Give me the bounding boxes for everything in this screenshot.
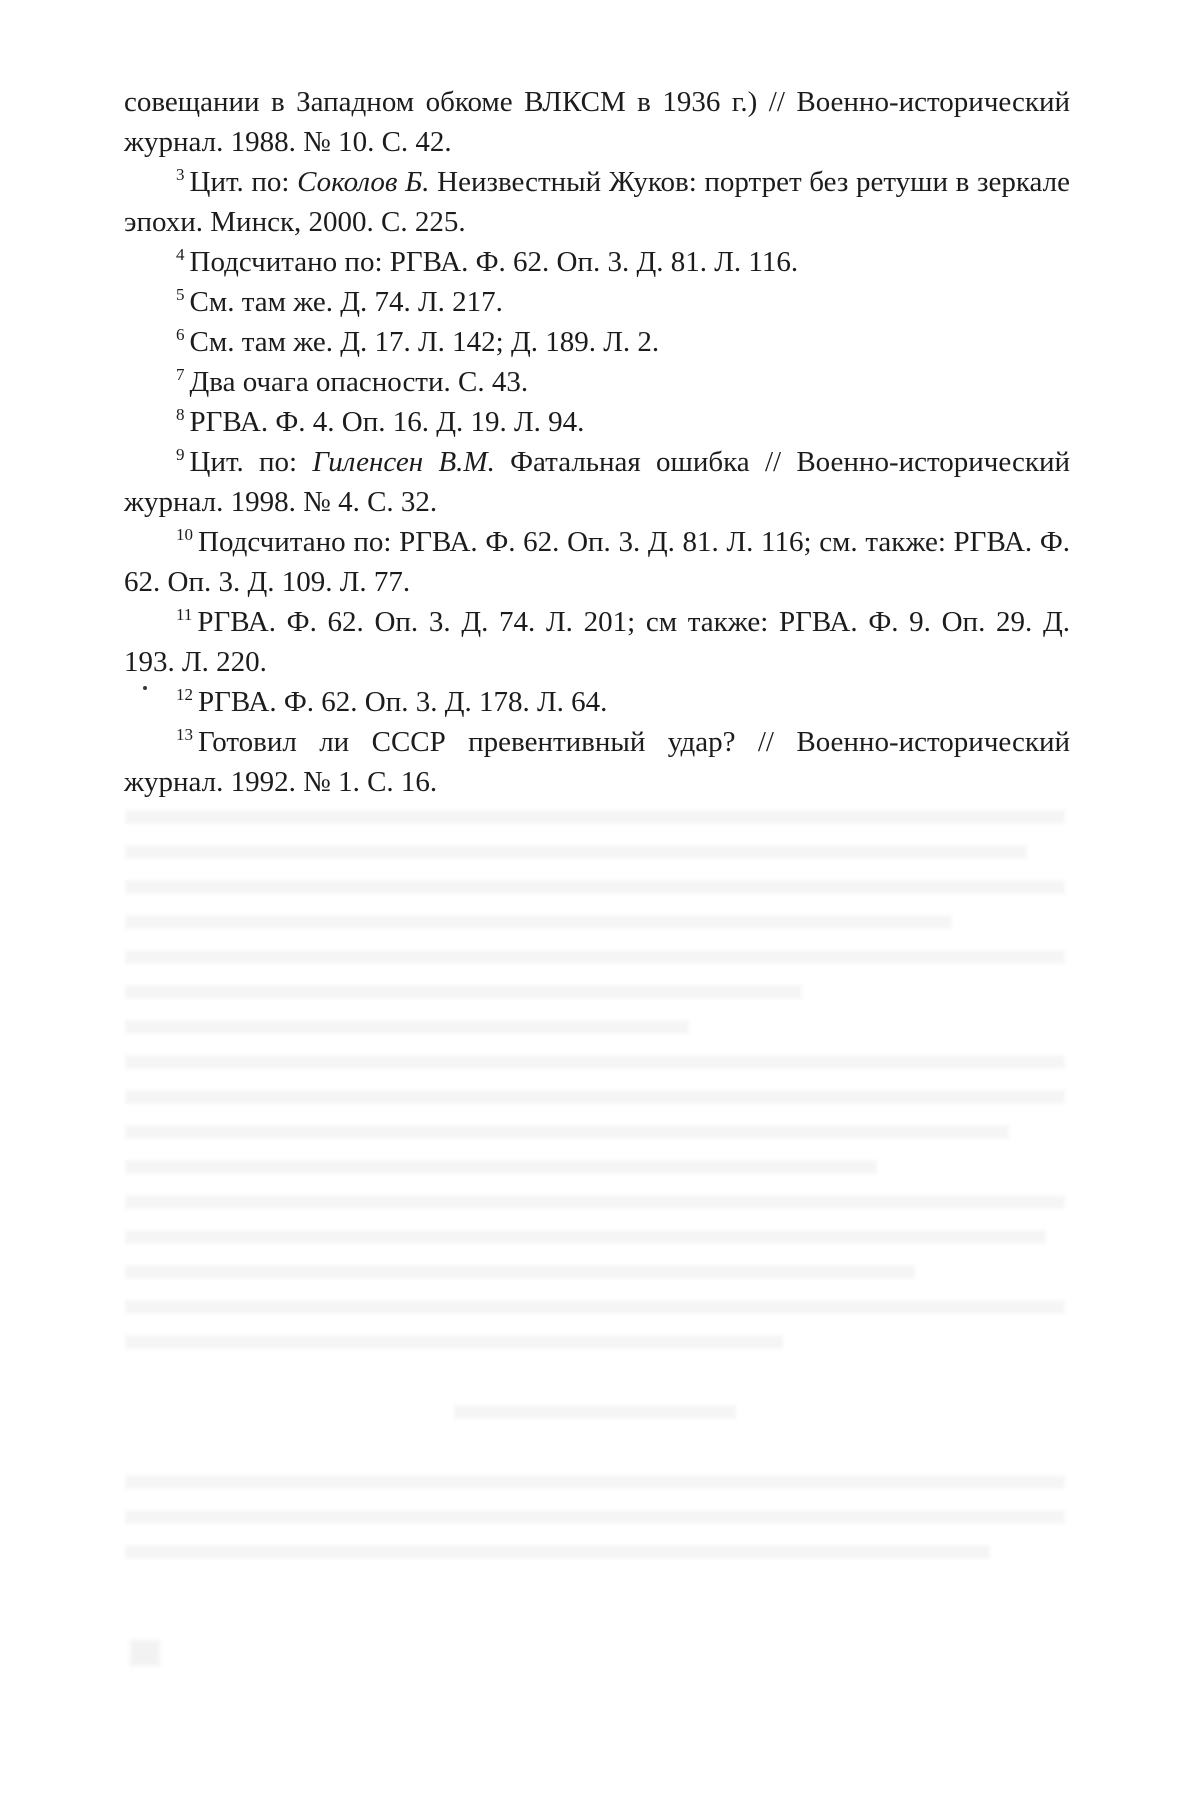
footnote-number: 10 [176, 525, 193, 544]
footnote-8 [124, 402, 1070, 442]
footnote-text: совещании в Западном обкоме ВЛКСМ в 1936 г.) // Военно-исторический журнал. 1988. № 10. С. 42. [124, 86, 1070, 158]
footnote-text: РГВА. Ф. 4. Оп. 16. Д. 19. Л. 94. [189, 406, 585, 438]
footnote-4 [124, 242, 1070, 282]
footnote-9 [124, 442, 1070, 522]
footnote-13 [124, 722, 1070, 802]
footnote-12 [124, 682, 1070, 722]
footnote-text: См. там же. Д. 74. Л. 217. [189, 286, 503, 318]
footnote-number: 6 [176, 325, 185, 344]
footnote-author: Соколов Б. [297, 166, 430, 198]
footnote-text: РГВА. Ф. 62. Оп. 3. Д. 74. Л. 201; см также: РГВА. Ф. 9. Оп. 29. Д. 193. Л. 220. [124, 606, 1070, 678]
footnote-text-tail: Фатальная ошибка // Военно-исторический журнал. 1998. № 4. С. 32. [124, 446, 1070, 518]
footnote-7 [124, 362, 1070, 402]
footnote-number: 12 [176, 685, 193, 704]
footnote-3 [124, 162, 1070, 242]
footnote-11 [124, 602, 1070, 682]
footnote-5 [124, 282, 1070, 322]
footnote-text: Цит. по: [189, 446, 313, 478]
footnote-number: 5 [176, 285, 185, 304]
footnote-10 [124, 522, 1070, 602]
footnote-number: 4 [176, 245, 185, 264]
footnote-text-tail: Неизвестный Жуков: портрет без ретуши в зеркале эпохи. Минск, 2000. С. 225. [124, 166, 1070, 238]
footnote-number: 3 [176, 165, 185, 184]
footnote-text: См. там же. Д. 17. Л. 142; Д. 189. Л. 2. [189, 326, 660, 358]
stray-print-dot [143, 686, 147, 690]
footnote-6 [124, 322, 1070, 362]
footnote-text: Два очага опасности. С. 43. [189, 366, 529, 398]
footnote-number: 8 [176, 405, 185, 424]
scan-smudge [130, 1640, 160, 1666]
footnote-text: Готовил ли СССР превентивный удар? // Военно-исторический журнал. 1992. № 1. С. 16. [124, 726, 1070, 798]
footnote-continuation [124, 82, 1070, 162]
footnote-number: 7 [176, 365, 185, 384]
footnote-author: Гиленсен В.М. [312, 446, 495, 478]
footnote-number: 13 [176, 725, 193, 744]
bleed-through-shadow [125, 800, 1065, 1620]
footnote-text: Подсчитано по: РГВА. Ф. 62. Оп. 3. Д. 81. Л. 116; см. также: РГВА. Ф. 62. Оп. 3. Д. 109. Л. 77. [124, 526, 1070, 598]
footnote-text: РГВА. Ф. 62. Оп. 3. Д. 178. Л. 64. [198, 686, 608, 718]
footnote-text: Подсчитано по: РГВА. Ф. 62. Оп. 3. Д. 81. Л. 116. [189, 246, 799, 278]
footnote-text: Цит. по: [189, 166, 298, 198]
footnote-number: 11 [176, 605, 193, 624]
footnote-number: 9 [176, 445, 185, 464]
footnotes-block [124, 82, 1070, 802]
